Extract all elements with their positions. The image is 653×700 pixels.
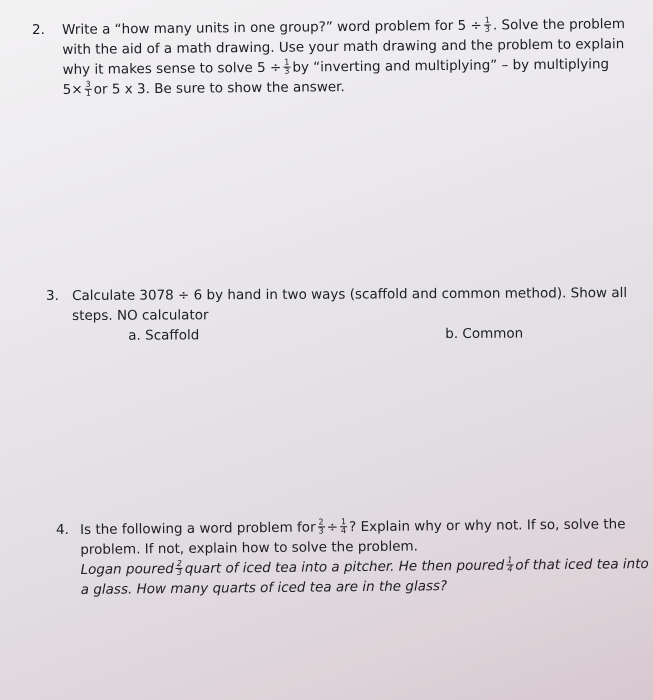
text-fragment: Is the following a word problem for [80,519,316,538]
text-fragment: Write a “how many units in one group?” word problem for 5 ÷ [62,17,482,38]
numerator: 3 [85,79,91,89]
numerator: 2 [176,558,182,568]
denominator: 4 [507,563,513,574]
question-text [80,514,649,600]
numerator: 1 [284,57,290,67]
divide-sign: ÷ [326,519,339,536]
text-line: steps. NO calculator [72,307,209,324]
fraction [85,80,92,97]
text-fragment: by “inverting and multiplying” – by multiplying [292,56,610,76]
numerator: 1 [507,554,513,565]
subpart-a-scaffold: a. Scaffold [128,327,200,344]
text-fragment: ? Explain why or why not. If so, solve the [349,516,626,536]
fraction [484,16,491,33]
numerator: 2 [318,516,324,527]
text-fragment: . Solve the problem [492,16,626,34]
text-fragment: quart of iced tea into a pitcher. He then poured [184,557,505,577]
fraction [283,58,290,75]
question-text [72,283,628,344]
question-text [62,14,626,100]
question-number: 2. [32,22,45,38]
text-fragment: 5× [62,81,83,98]
text-line: a glass. How many quarts of iced tea are in the glass? [80,578,448,598]
denominator: 3 [318,525,324,536]
subpart-b-common: b. Common [445,325,524,343]
text-fragment: or 5 x 3. Be sure to show the answer. [93,79,345,98]
fraction [340,518,347,535]
text-line: with the aid of a math drawing. Use your math drawing and the problem to explain [62,36,625,58]
text-line: Calculate 3078 ÷ 6 by hand in two ways (scaffold and common method). Show all [72,285,628,304]
fraction [506,556,513,573]
fraction [317,518,324,535]
text-fragment: of that iced tea into [515,556,649,574]
numerator: 1 [340,516,347,526]
text-line: problem. If not, explain how to solve the problem. [80,538,419,558]
fraction [176,559,183,576]
denominator: 3 [284,66,290,76]
denominator: 4 [340,525,347,535]
text-fragment: Logan poured [80,561,174,578]
denominator: 1 [85,88,91,98]
numerator: 1 [484,15,490,25]
denominator: 3 [176,567,182,577]
question-number: 4. [56,522,69,538]
question-number: 3. [46,288,59,304]
denominator: 3 [484,24,490,34]
text-fragment: why it makes sense to solve 5 ÷ [62,59,282,78]
